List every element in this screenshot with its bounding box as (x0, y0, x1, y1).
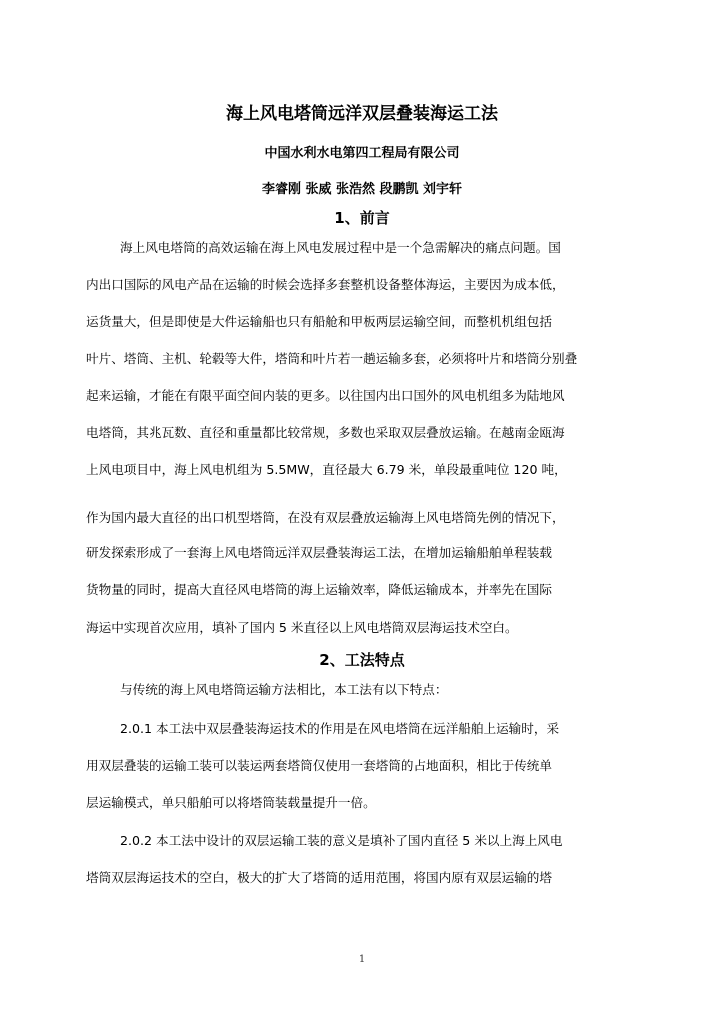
author-list: 李睿刚 张威 张浩然 段鹏凯 刘宇轩 (261, 182, 463, 197)
paragraph-line: 叶片、塔筒、主机、轮毂等大件，塔筒和叶片若一趟运输多套，必须将叶片和塔筒分别叠 (86, 351, 578, 366)
paragraph-line: 用双层叠装的运输工装可以装运两套塔筒仅使用一套塔筒的占地面积，相比于传统单 (86, 758, 552, 773)
section-heading-preface: 1、前言 (334, 209, 390, 227)
paragraph-line: 作为国内最大直径的出口机型塔筒，在没有双层叠放运输海上风电塔筒先例的情况下， (86, 510, 565, 525)
paragraph-line: 海上风电塔筒的高效运输在海上风电发展过程中是一个急需解决的痛点问题。国 (120, 240, 561, 255)
paragraph-line: 货物量的同时，提高大直径风电塔筒的海上运输效率，降低运输成本，并率先在国际 (86, 582, 552, 597)
paragraph-line: 海运中实现首次应用，填补了国内 5 米直径以上风电塔筒双层海运技术空白。 (86, 620, 518, 635)
paragraph-line: 2.0.1 本工法中双层叠装海运技术的作用是在风电塔筒在远洋船舶上运输时，采 (120, 721, 560, 736)
paragraph-line: 运货量大，但是即使是大件运输船也只有船舱和甲板两层运输空间，而整机机组包括 (86, 314, 552, 329)
paragraph-line: 层运输模式，单只船舶可以将塔筒装载量提升一倍。 (86, 795, 376, 810)
page-number: 1 (358, 954, 366, 965)
section-heading-features: 2、工法特点 (319, 651, 405, 669)
paragraph-line: 内出口国际的风电产品在运输的时候会选择多套整机设备整体海运，主要因为成本低， (86, 277, 565, 292)
paragraph-line: 塔筒双层海运技术的空白，极大的扩大了塔筒的适用范围，将国内原有双层运输的塔 (86, 870, 552, 885)
paragraph-line: 与传统的海上风电塔筒运输方法相比，本工法有以下特点： (120, 682, 448, 697)
paragraph-line: 2.0.2 本工法中设计的双层运输工装的意义是填补了国内直径 5 米以上海上风电 (120, 833, 563, 848)
paragraph-line: 上风电项目中，海上风电机组为 5.5MW，直径最大 6.79 米，单段最重吨位 120 吨， (86, 462, 567, 477)
paragraph-line: 起来运输，才能在有限平面空间内装的更多。以往国内出口国外的风电机组多为陆地风 (86, 388, 565, 403)
organization-name: 中国水利水电第四工程局有限公司 (264, 146, 460, 161)
document-title: 海上风电塔筒远洋双层叠装海运工法 (226, 104, 498, 124)
paragraph-line: 电塔筒，其兆瓦数、直径和重量都比较常规，多数也采取双层叠放运输。在越南金瓯海 (86, 425, 565, 440)
paragraph-line: 研发探索形成了一套海上风电塔筒远洋双层叠装海运工法，在增加运输船舶单程装载 (86, 545, 552, 560)
